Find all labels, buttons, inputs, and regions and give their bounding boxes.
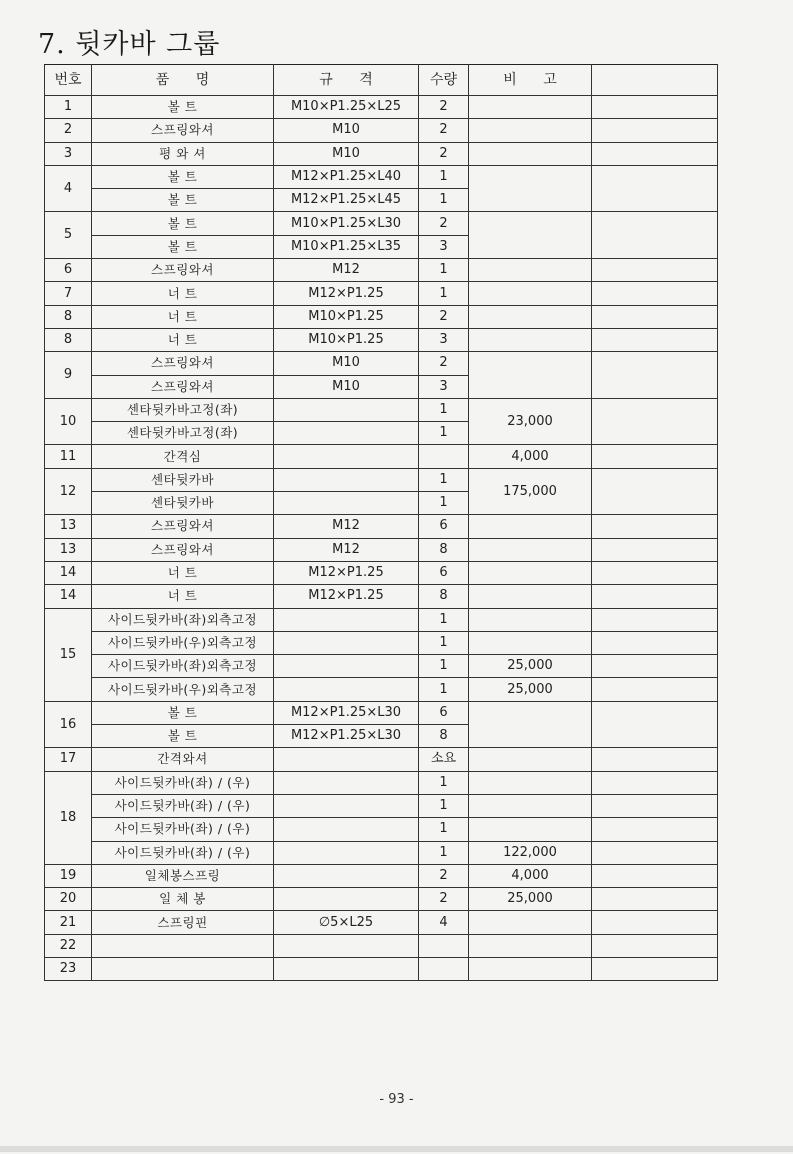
item-name: 볼 트 (92, 725, 274, 748)
blank-cell (592, 841, 718, 864)
item-qty (419, 445, 469, 468)
item-qty: 3 (419, 375, 469, 398)
table-row (45, 818, 718, 841)
item-qty: 8 (419, 538, 469, 561)
item-name: 센타뒷카바고정(좌) (92, 422, 274, 445)
table-row (45, 305, 718, 328)
item-name (92, 934, 274, 957)
table-row (45, 468, 718, 491)
item-remarks: 25,000 (469, 655, 592, 678)
row-number: 13 (45, 515, 92, 538)
table-row (45, 841, 718, 864)
blank-cell (592, 445, 718, 468)
item-qty: 1 (419, 841, 469, 864)
item-name: 너 트 (92, 585, 274, 608)
item-spec (274, 748, 419, 771)
blank-cell (592, 282, 718, 305)
item-qty: 2 (419, 352, 469, 375)
item-qty: 1 (419, 259, 469, 282)
item-qty: 1 (419, 608, 469, 631)
row-number: 19 (45, 864, 92, 887)
table-row (45, 655, 718, 678)
item-spec (274, 818, 419, 841)
item-name: 볼 트 (92, 165, 274, 188)
item-qty: 1 (419, 422, 469, 445)
item-name: 너 트 (92, 561, 274, 584)
item-remarks (469, 259, 592, 282)
item-remarks (469, 515, 592, 538)
item-spec (274, 934, 419, 957)
item-qty: 8 (419, 725, 469, 748)
item-qty: 6 (419, 561, 469, 584)
header-blank (592, 65, 718, 96)
item-spec (274, 398, 419, 421)
blank-cell (592, 305, 718, 328)
item-qty: 1 (419, 655, 469, 678)
item-qty (419, 957, 469, 980)
item-spec: M12×P1.25 (274, 282, 419, 305)
item-qty: 1 (419, 398, 469, 421)
item-name: 너 트 (92, 282, 274, 305)
item-name: 일체봉스프링 (92, 864, 274, 887)
item-name: 센타뒷카바 (92, 492, 274, 515)
item-remarks: 175,000 (469, 468, 592, 515)
item-spec (274, 468, 419, 491)
item-qty: 2 (419, 305, 469, 328)
item-remarks: 4,000 (469, 864, 592, 887)
item-spec: M12 (274, 538, 419, 561)
table-row (45, 794, 718, 817)
blank-cell (592, 608, 718, 631)
item-spec (274, 841, 419, 864)
item-spec: M10×P1.25 (274, 328, 419, 351)
item-qty: 2 (419, 888, 469, 911)
item-remarks (469, 305, 592, 328)
row-number: 1 (45, 96, 92, 119)
item-name: 스프링핀 (92, 911, 274, 934)
item-spec (274, 631, 419, 654)
item-remarks (469, 282, 592, 305)
row-number: 8 (45, 305, 92, 328)
item-spec: M12×P1.25 (274, 585, 419, 608)
item-name: 너 트 (92, 328, 274, 351)
table-row (45, 398, 718, 421)
item-spec (274, 771, 419, 794)
item-name: 간격와셔 (92, 748, 274, 771)
row-number: 8 (45, 328, 92, 351)
item-remarks: 4,000 (469, 445, 592, 468)
item-spec (274, 957, 419, 980)
row-number: 4 (45, 165, 92, 212)
item-spec (274, 422, 419, 445)
item-name: 스프링와셔 (92, 119, 274, 142)
table-row (45, 561, 718, 584)
item-spec: M10×P1.25×L25 (274, 96, 419, 119)
row-number: 17 (45, 748, 92, 771)
blank-cell (592, 259, 718, 282)
row-number: 10 (45, 398, 92, 445)
table-row (45, 631, 718, 654)
header-quantity: 수량 (419, 65, 469, 96)
item-name: 스프링와셔 (92, 352, 274, 375)
item-qty (419, 934, 469, 957)
row-number: 15 (45, 608, 92, 701)
item-spec (274, 864, 419, 887)
item-name: 평 와 셔 (92, 142, 274, 165)
blank-cell (592, 538, 718, 561)
table-row (45, 165, 718, 188)
row-number: 13 (45, 538, 92, 561)
item-name (92, 957, 274, 980)
blank-cell (592, 678, 718, 701)
row-number: 11 (45, 445, 92, 468)
blank-cell (592, 142, 718, 165)
table-row (45, 608, 718, 631)
blank-cell (592, 888, 718, 911)
item-remarks (469, 631, 592, 654)
header-remarks: 비 고 (469, 65, 592, 96)
item-remarks (469, 352, 592, 399)
table-row (45, 748, 718, 771)
parts-table (44, 64, 718, 981)
item-spec: M12×P1.25×L40 (274, 165, 419, 188)
item-spec: M10×P1.25×L30 (274, 212, 419, 235)
blank-cell (592, 212, 718, 259)
item-qty: 1 (419, 631, 469, 654)
item-remarks: 25,000 (469, 888, 592, 911)
page-number: - 93 - (379, 1092, 414, 1107)
item-qty: 8 (419, 585, 469, 608)
table-row (45, 888, 718, 911)
table-row (45, 771, 718, 794)
blank-cell (592, 585, 718, 608)
table-row (45, 538, 718, 561)
item-name: 볼 트 (92, 212, 274, 235)
item-qty: 1 (419, 678, 469, 701)
table-row (45, 585, 718, 608)
item-qty: 3 (419, 235, 469, 258)
row-number: 3 (45, 142, 92, 165)
item-qty: 6 (419, 515, 469, 538)
item-qty: 2 (419, 142, 469, 165)
item-qty: 6 (419, 701, 469, 724)
row-number: 6 (45, 259, 92, 282)
table-row (45, 119, 718, 142)
item-spec: M10 (274, 375, 419, 398)
header-item-name: 품 명 (92, 65, 274, 96)
item-remarks (469, 585, 592, 608)
blank-cell (592, 655, 718, 678)
item-spec: M12×P1.25×L45 (274, 189, 419, 212)
item-name: 볼 트 (92, 235, 274, 258)
item-spec: M12 (274, 259, 419, 282)
item-qty: 3 (419, 328, 469, 351)
blank-cell (592, 934, 718, 957)
blank-cell (592, 515, 718, 538)
table-row (45, 259, 718, 282)
blank-cell (592, 468, 718, 515)
item-spec (274, 678, 419, 701)
row-number: 18 (45, 771, 92, 864)
blank-cell (592, 96, 718, 119)
item-remarks (469, 561, 592, 584)
item-qty: 1 (419, 189, 469, 212)
table-row (45, 957, 718, 980)
row-number: 7 (45, 282, 92, 305)
item-name: 볼 트 (92, 96, 274, 119)
item-qty: 1 (419, 794, 469, 817)
item-name: 센타뒷카바고정(좌) (92, 398, 274, 421)
item-remarks: 23,000 (469, 398, 592, 445)
item-name: 사이드뒷카바(좌) / (우) (92, 771, 274, 794)
item-remarks: 25,000 (469, 678, 592, 701)
blank-cell (592, 119, 718, 142)
item-name: 사이드뒷카바(좌)외측고정 (92, 608, 274, 631)
item-qty: 2 (419, 96, 469, 119)
row-number: 14 (45, 585, 92, 608)
table-row (45, 352, 718, 375)
item-spec (274, 655, 419, 678)
table-row (45, 96, 718, 119)
blank-cell (592, 165, 718, 212)
blank-cell (592, 748, 718, 771)
row-number: 14 (45, 561, 92, 584)
table-row (45, 701, 718, 724)
blank-cell (592, 957, 718, 980)
item-spec: M12×P1.25×L30 (274, 725, 419, 748)
item-spec (274, 445, 419, 468)
row-number: 12 (45, 468, 92, 515)
item-remarks (469, 957, 592, 980)
item-qty: 소요 (419, 748, 469, 771)
item-remarks (469, 701, 592, 748)
item-spec: M12×P1.25×L30 (274, 701, 419, 724)
item-remarks (469, 818, 592, 841)
table-row (45, 934, 718, 957)
item-name: 사이드뒷카바(좌)외측고정 (92, 655, 274, 678)
item-name: 스프링와셔 (92, 259, 274, 282)
item-spec: ∅5×L25 (274, 911, 419, 934)
header-number: 번호 (45, 65, 92, 96)
blank-cell (592, 398, 718, 445)
item-qty: 2 (419, 119, 469, 142)
item-qty: 1 (419, 771, 469, 794)
table-row (45, 328, 718, 351)
item-remarks (469, 608, 592, 631)
item-name: 일 체 봉 (92, 888, 274, 911)
item-qty: 1 (419, 492, 469, 515)
row-number: 16 (45, 701, 92, 748)
item-name: 사이드뒷카바(우)외측고정 (92, 678, 274, 701)
item-remarks (469, 771, 592, 794)
item-name: 사이드뒷카바(좌) / (우) (92, 841, 274, 864)
header-specification: 규 격 (274, 65, 419, 96)
item-name: 사이드뒷카바(좌) / (우) (92, 818, 274, 841)
item-remarks (469, 328, 592, 351)
item-spec (274, 888, 419, 911)
item-name: 스프링와셔 (92, 538, 274, 561)
blank-cell (592, 911, 718, 934)
item-remarks (469, 538, 592, 561)
item-spec (274, 794, 419, 817)
table-row (45, 142, 718, 165)
item-remarks (469, 794, 592, 817)
table-row (45, 212, 718, 235)
item-spec: M10 (274, 142, 419, 165)
item-remarks (469, 911, 592, 934)
item-qty: 2 (419, 212, 469, 235)
item-qty: 2 (419, 864, 469, 887)
blank-cell (592, 794, 718, 817)
blank-cell (592, 561, 718, 584)
table-row (45, 911, 718, 934)
item-name: 사이드뒷카바(좌) / (우) (92, 794, 274, 817)
row-number: 23 (45, 957, 92, 980)
item-remarks (469, 142, 592, 165)
item-qty: 1 (419, 468, 469, 491)
item-remarks: 122,000 (469, 841, 592, 864)
page-title: 7. 뒷카바 그룹 (38, 29, 221, 60)
table-row (45, 515, 718, 538)
row-number: 21 (45, 911, 92, 934)
item-qty: 1 (419, 818, 469, 841)
item-spec: M10 (274, 119, 419, 142)
item-remarks (469, 212, 592, 259)
item-name: 볼 트 (92, 189, 274, 212)
item-spec (274, 608, 419, 631)
item-spec: M10 (274, 352, 419, 375)
table-header-row (45, 65, 718, 96)
row-number: 2 (45, 119, 92, 142)
item-name: 간격심 (92, 445, 274, 468)
item-name: 볼 트 (92, 701, 274, 724)
item-qty: 1 (419, 165, 469, 188)
item-remarks (469, 748, 592, 771)
row-number: 5 (45, 212, 92, 259)
row-number: 20 (45, 888, 92, 911)
item-name: 너 트 (92, 305, 274, 328)
item-name: 스프링와셔 (92, 375, 274, 398)
table-row (45, 678, 718, 701)
item-spec: M10×P1.25 (274, 305, 419, 328)
item-spec: M12 (274, 515, 419, 538)
item-qty: 1 (419, 282, 469, 305)
item-remarks (469, 934, 592, 957)
blank-cell (592, 701, 718, 748)
blank-cell (592, 631, 718, 654)
table-row (45, 864, 718, 887)
blank-cell (592, 352, 718, 399)
item-spec: M10×P1.25×L35 (274, 235, 419, 258)
row-number: 22 (45, 934, 92, 957)
blank-cell (592, 771, 718, 794)
blank-cell (592, 864, 718, 887)
item-remarks (469, 165, 592, 212)
table-row (45, 445, 718, 468)
row-number: 9 (45, 352, 92, 399)
item-name: 스프링와셔 (92, 515, 274, 538)
item-name: 사이드뒷카바(우)외측고정 (92, 631, 274, 654)
item-qty: 4 (419, 911, 469, 934)
blank-cell (592, 818, 718, 841)
item-spec (274, 492, 419, 515)
item-name: 센타뒷카바 (92, 468, 274, 491)
item-remarks (469, 96, 592, 119)
table-row (45, 282, 718, 305)
scan-edge (0, 1146, 793, 1152)
item-spec: M12×P1.25 (274, 561, 419, 584)
item-remarks (469, 119, 592, 142)
blank-cell (592, 328, 718, 351)
